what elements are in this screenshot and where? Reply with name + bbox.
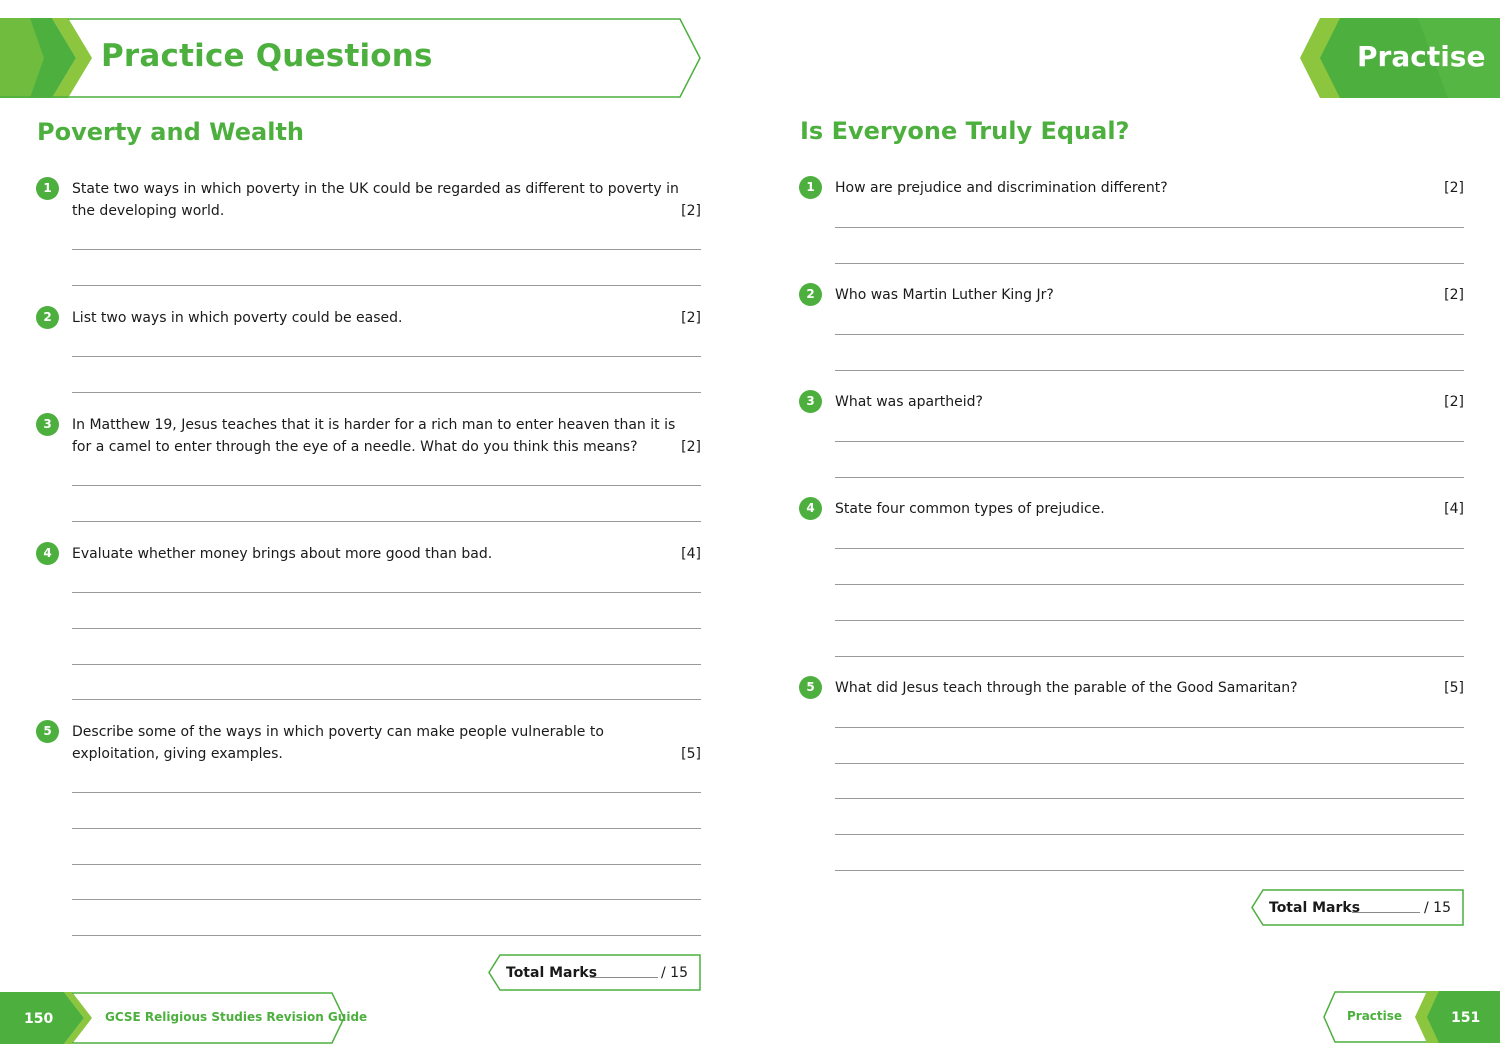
question-marks: [5]: [1444, 680, 1464, 696]
answer-line[interactable]: [72, 285, 701, 286]
question-marks: [5]: [681, 746, 701, 762]
answer-line[interactable]: [835, 441, 1464, 442]
page-number-right: 151: [1451, 1010, 1481, 1026]
book-title: GCSE Religious Studies Revision Guide: [105, 1010, 368, 1024]
question-text: Evaluate whether money brings about more good than bad.: [72, 546, 493, 562]
answer-line[interactable]: [835, 477, 1464, 478]
question-number-badge: 2: [36, 306, 59, 329]
question-text: State four common types of prejudice.: [835, 501, 1105, 517]
question-marks: [4]: [681, 546, 701, 562]
section-title-left: Poverty and Wealth: [37, 118, 304, 146]
answer-line[interactable]: [72, 664, 701, 665]
question-marks: [2]: [681, 439, 701, 455]
question-item: [799, 390, 1464, 414]
answer-line[interactable]: [72, 628, 701, 629]
question-item: [36, 542, 701, 566]
question-number-badge: 3: [36, 413, 59, 436]
question-item: [36, 413, 701, 459]
question-item: [799, 497, 1464, 521]
answer-line[interactable]: [72, 392, 701, 393]
question-number-badge: 1: [799, 176, 822, 199]
answer-line[interactable]: [835, 227, 1464, 228]
question-text: What did Jesus teach through the parable of the Good Samaritan?: [835, 680, 1298, 696]
answer-line[interactable]: [835, 620, 1464, 621]
answer-line[interactable]: [835, 370, 1464, 371]
page-title-right: Practise: [1357, 40, 1486, 73]
answer-line[interactable]: [72, 864, 701, 865]
question-item: [36, 306, 701, 330]
answer-line[interactable]: [835, 798, 1464, 799]
total-marks-input[interactable]: [590, 977, 658, 978]
question-text: Describe some of the ways in which poverty can make people vulnerable to exploitation, giving examples.: [72, 724, 604, 762]
section-title-right: Is Everyone Truly Equal?: [800, 117, 1130, 145]
question-number-badge: 5: [36, 720, 59, 743]
question-item: [799, 676, 1464, 700]
question-item: [36, 720, 701, 766]
question-number-badge: 4: [799, 497, 822, 520]
question-item: [36, 177, 701, 217]
answer-line[interactable]: [72, 485, 701, 486]
question-text: Who was Martin Luther King Jr?: [835, 287, 1054, 303]
total-marks-label: Total Marks: [1269, 900, 1361, 916]
page-title-left: Practice Questions: [101, 38, 433, 74]
question-number-badge: 1: [36, 177, 59, 200]
answer-line[interactable]: [835, 334, 1464, 335]
question-text: List two ways in which poverty could be eased.: [72, 310, 403, 326]
question-marks: [2]: [681, 310, 701, 326]
question-marks: [2]: [1444, 394, 1464, 410]
answer-line[interactable]: [835, 584, 1464, 585]
page-number-left: 150: [24, 1011, 54, 1027]
answer-line[interactable]: [72, 592, 701, 593]
question-text: What was apartheid?: [835, 394, 983, 410]
question-marks: [4]: [1444, 501, 1464, 517]
question-number-badge: 4: [36, 542, 59, 565]
question-marks: [2]: [681, 203, 701, 219]
answer-line[interactable]: [72, 828, 701, 829]
question-marks: [2]: [1444, 180, 1464, 196]
total-marks-label: Total Marks: [506, 965, 598, 981]
answer-line[interactable]: [72, 356, 701, 357]
question-marks: [2]: [1444, 287, 1464, 303]
answer-line[interactable]: [835, 763, 1464, 764]
answer-line[interactable]: [835, 834, 1464, 835]
answer-line[interactable]: [835, 870, 1464, 871]
question-text: State two ways in which poverty in the UK could be regarded as different to poverty in the developing world.: [72, 181, 679, 219]
answer-line[interactable]: [835, 548, 1464, 549]
answer-line[interactable]: [72, 699, 701, 700]
section-label-footer: Practise: [1347, 1009, 1403, 1023]
answer-line[interactable]: [72, 249, 701, 250]
answer-line[interactable]: [72, 521, 701, 522]
question-number-badge: 2: [799, 283, 822, 306]
question-number-badge: 5: [799, 676, 822, 699]
answer-line[interactable]: [72, 899, 701, 900]
answer-line[interactable]: [72, 935, 701, 936]
answer-line[interactable]: [72, 792, 701, 793]
question-text: In Matthew 19, Jesus teaches that it is harder for a rich man to enter heaven than it is for a camel to enter through the eye of a needle. What do you think this means?: [72, 417, 676, 455]
question-item: [799, 176, 1464, 200]
answer-line[interactable]: [835, 727, 1464, 728]
total-marks-value: / 15: [1424, 900, 1451, 916]
answer-line[interactable]: [835, 656, 1464, 657]
question-text: How are prejudice and discrimination different?: [835, 180, 1168, 196]
total-marks-input[interactable]: [1352, 912, 1420, 913]
total-marks-value: / 15: [661, 965, 688, 981]
answer-line[interactable]: [835, 263, 1464, 264]
question-item: [799, 283, 1464, 307]
question-number-badge: 3: [799, 390, 822, 413]
